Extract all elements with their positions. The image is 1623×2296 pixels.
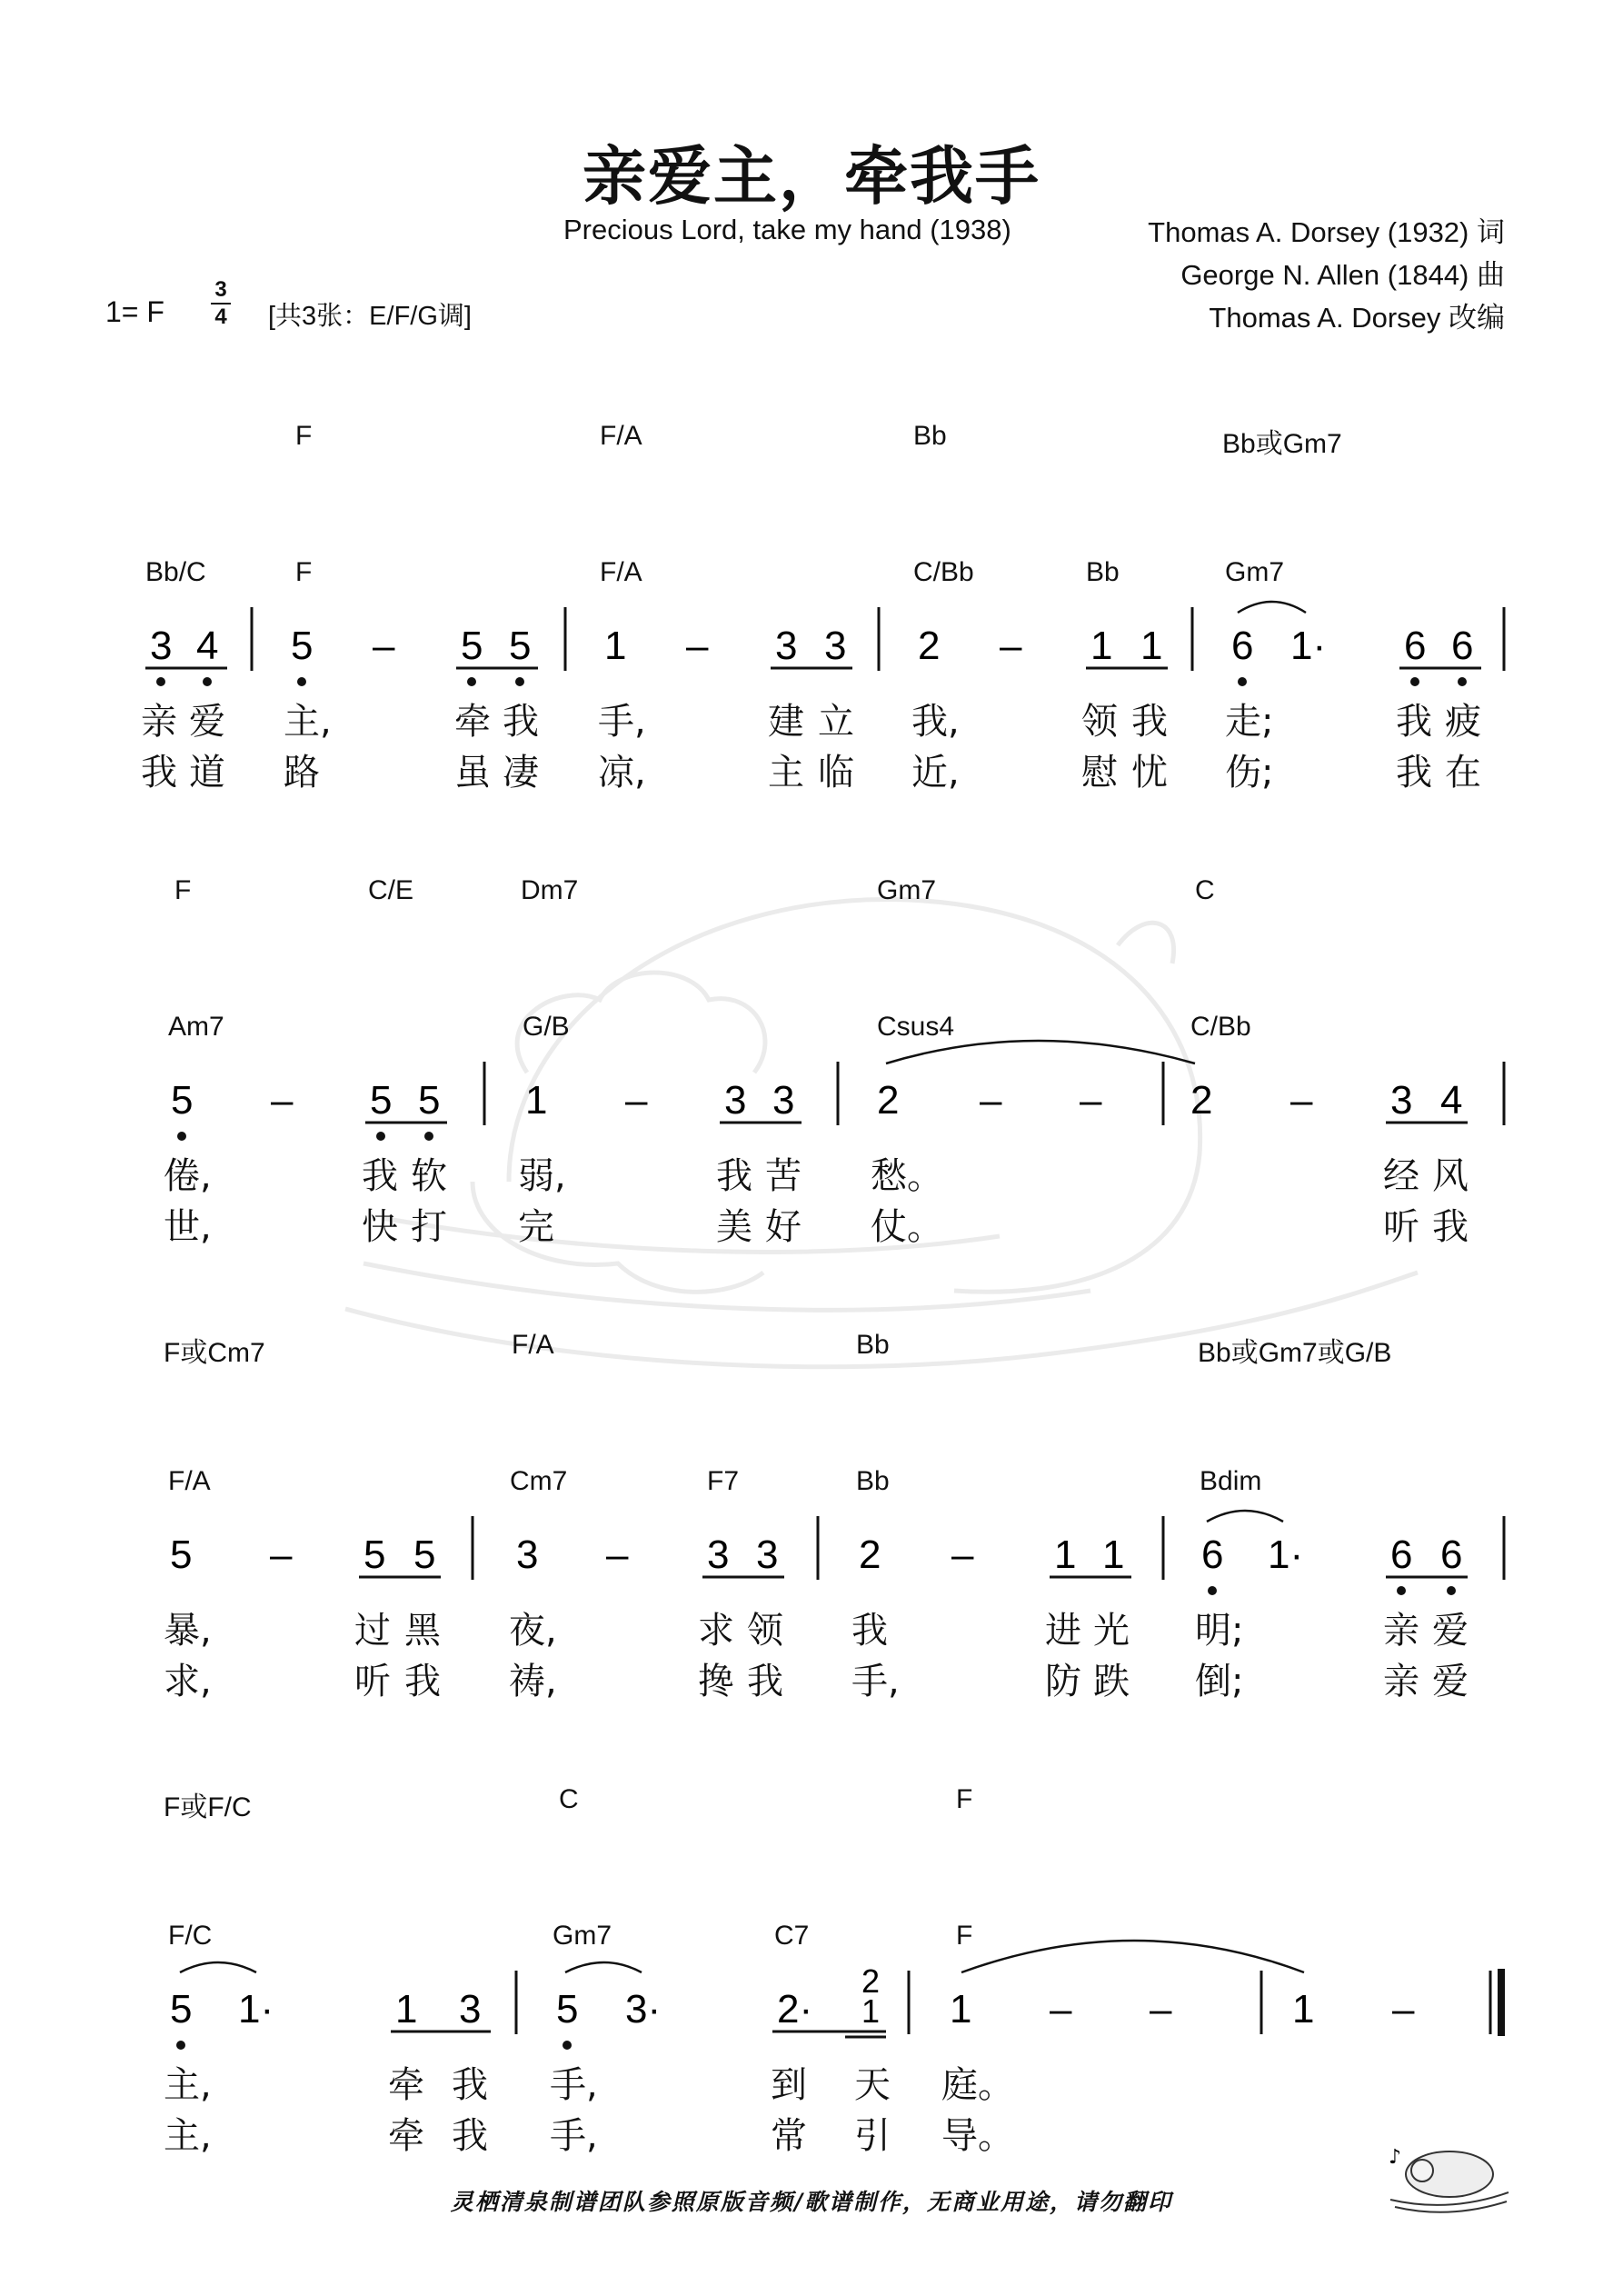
lyric: 我	[503, 701, 539, 743]
lyric: 过	[354, 1610, 391, 1652]
lyric: 立	[818, 701, 854, 743]
chord: Bb	[856, 1330, 890, 1360]
note: 2	[877, 1078, 900, 1123]
chord: Bb	[856, 1466, 890, 1496]
lyric: 领	[747, 1610, 783, 1652]
lyric: 夜,	[509, 1610, 557, 1652]
arranger-credit: Thomas A. Dorsey 改编	[1209, 302, 1505, 334]
chord: Cm7	[510, 1466, 568, 1496]
note: 1	[1292, 1987, 1315, 2031]
note: –	[1290, 1078, 1313, 1123]
note: –	[1150, 1987, 1172, 2031]
note: 6	[1201, 1532, 1224, 1577]
note: 1	[861, 1992, 881, 2030]
lyric: 经	[1383, 1155, 1419, 1197]
note: 1	[1054, 1532, 1077, 1577]
lyric: 建	[768, 701, 804, 743]
lyric: 凄	[503, 752, 539, 794]
note: 5	[509, 624, 532, 668]
note: 3	[772, 1078, 795, 1123]
lyric: 虽	[454, 752, 491, 794]
note: 2	[859, 1532, 881, 1577]
chord: F	[174, 875, 192, 905]
note: 5	[170, 1532, 193, 1577]
lyric: 疲	[1445, 701, 1481, 743]
sheep-logo-icon	[1381, 2136, 1518, 2218]
lyric: 凉,	[598, 752, 646, 794]
note: 5	[418, 1078, 441, 1123]
lyric: 求,	[164, 1661, 212, 1702]
note: 1	[525, 1078, 548, 1123]
note: 1	[1102, 1532, 1125, 1577]
note: 4	[1440, 1078, 1463, 1123]
lyric: 爱	[1432, 1610, 1469, 1652]
lyric: 主,	[164, 2064, 212, 2106]
chord: Dm7	[521, 875, 579, 905]
lyric: 我,	[911, 701, 960, 743]
lyric: 明;	[1195, 1610, 1244, 1652]
time-signature	[211, 278, 231, 329]
chord: F或F/C	[164, 1792, 252, 1822]
chord: F	[956, 1784, 973, 1814]
song-subtitle: Precious Lord, take my hand (1938)	[563, 214, 1011, 245]
lyric: 我	[1396, 701, 1432, 743]
note: –	[686, 624, 709, 668]
lyric: 快	[362, 1206, 398, 1248]
lyric: 我	[141, 752, 177, 794]
note: 3	[824, 624, 847, 668]
lyric: 道	[189, 752, 225, 794]
lyric: 我	[851, 1610, 888, 1652]
note: 5	[291, 624, 314, 668]
note: –	[951, 1532, 974, 1577]
lyric: 搀	[698, 1661, 734, 1702]
chord: F7	[707, 1466, 740, 1496]
lyric: 亲	[1383, 1661, 1419, 1702]
lyric: 倦,	[164, 1155, 212, 1197]
note: 1·	[238, 1987, 274, 2031]
chord: Gm7	[877, 875, 937, 905]
lyric: 风	[1432, 1155, 1469, 1197]
lyric: 领	[1081, 701, 1118, 743]
note: 2	[918, 624, 941, 668]
note: 1·	[1290, 624, 1327, 668]
key-note: [共3张：E/F/G调]	[268, 302, 472, 331]
lyric: 手,	[851, 1661, 900, 1702]
note: 1	[604, 624, 627, 668]
note: 3	[756, 1532, 779, 1577]
chord: Gm7	[1225, 557, 1285, 587]
footer-notice: 灵栖清泉制谱团队参照原版音频/歌谱制作，无商业用途，请勿翻印	[450, 2189, 1173, 2215]
chord: Gm7	[553, 1921, 612, 1951]
lyric: 跌	[1093, 1661, 1130, 1702]
lyric: 临	[818, 752, 854, 794]
note: 3	[775, 624, 798, 668]
lyric: 完	[518, 1206, 554, 1248]
lyric: 倒;	[1195, 1661, 1244, 1702]
note: 3	[459, 1987, 482, 2031]
note: –	[1000, 624, 1022, 668]
chord: F/A	[512, 1330, 554, 1360]
lyric: 求	[698, 1610, 734, 1652]
lyric: 仗。	[871, 1206, 943, 1248]
chord: C	[559, 1784, 579, 1814]
note: 6	[1451, 624, 1474, 668]
chord: C/E	[368, 875, 414, 905]
note: –	[1080, 1078, 1102, 1123]
chord: G/B	[523, 1012, 570, 1042]
note: 1	[1090, 624, 1113, 668]
lyric: 主	[768, 752, 804, 794]
note: 3	[724, 1078, 747, 1123]
note: 3·	[625, 1987, 662, 2031]
lyric: 主,	[164, 2115, 212, 2157]
lyric: 慰	[1081, 752, 1118, 794]
note: 5	[556, 1987, 579, 2031]
lyrics-credit: Thomas A. Dorsey (1932) 词	[1148, 216, 1505, 248]
lyric: 世,	[164, 1206, 212, 1248]
chord: C	[1195, 875, 1215, 905]
note: –	[1050, 1987, 1072, 2031]
lyric: 听	[354, 1661, 391, 1702]
lyric: 愁。	[871, 1155, 943, 1197]
key-signature: 1= F	[105, 295, 164, 328]
note: 3	[707, 1532, 730, 1577]
lyric: 走;	[1225, 701, 1274, 743]
note: 5	[370, 1078, 393, 1123]
lyric: 我	[452, 2115, 488, 2157]
lyric: 我	[1432, 1206, 1469, 1248]
music-credit: George N. Allen (1844) 曲	[1180, 259, 1505, 291]
lyric: 伤;	[1225, 752, 1274, 794]
lyric: 爱	[189, 701, 225, 743]
song-title: 亲爱主，牵我手	[582, 139, 1041, 214]
chord: Csus4	[877, 1012, 955, 1042]
note: 6	[1390, 1532, 1413, 1577]
lyric: 我	[362, 1155, 398, 1197]
lyric: 庭。	[941, 2064, 1014, 2106]
lyric: 牵	[388, 2064, 424, 2106]
chord: Bb或Gm7	[1222, 429, 1342, 459]
note: 1	[1140, 624, 1163, 668]
chord: Bb/C	[145, 557, 206, 587]
lyric: 黑	[404, 1610, 441, 1652]
lyric: 近,	[911, 752, 960, 794]
note: 2	[1190, 1078, 1213, 1123]
chord: F/C	[168, 1921, 213, 1951]
chord: F	[956, 1921, 973, 1951]
lyric: 在	[1445, 752, 1481, 794]
note: –	[1392, 1987, 1415, 2031]
note: –	[271, 1078, 294, 1123]
note: 1·	[1268, 1532, 1304, 1577]
lyric: 我	[1131, 701, 1168, 743]
note: 4	[196, 624, 219, 668]
time-bottom: 4	[214, 304, 227, 329]
lyric: 我	[747, 1661, 783, 1702]
note: –	[625, 1078, 648, 1123]
chord: F/A	[168, 1466, 211, 1496]
lyric: 美	[716, 1206, 752, 1248]
note: 2·	[777, 1987, 813, 2031]
svg-text:♪: ♪	[1389, 2146, 1402, 2169]
lyric: 我	[716, 1155, 752, 1197]
note: 6	[1440, 1532, 1463, 1577]
note: 5	[413, 1532, 436, 1577]
logo	[1381, 2136, 1518, 2218]
note: 5	[171, 1078, 194, 1123]
chord: Bb	[1086, 557, 1120, 587]
chord: Bb	[913, 421, 947, 451]
note: 6	[1231, 624, 1254, 668]
lyric: 引	[854, 2115, 891, 2157]
chord: C7	[774, 1921, 810, 1951]
lyric: 打	[411, 1206, 447, 1248]
lyric: 软	[411, 1155, 447, 1197]
note: 5	[363, 1532, 386, 1577]
note: –	[373, 624, 395, 668]
note: 6	[1404, 624, 1427, 668]
time-top: 3	[214, 277, 227, 302]
lyric: 暴,	[164, 1610, 212, 1652]
chord: C/Bb	[1190, 1012, 1251, 1042]
chord: F/A	[600, 421, 642, 451]
lyric: 导。	[941, 2115, 1014, 2157]
note: 3	[150, 624, 173, 668]
note: –	[606, 1532, 629, 1577]
note: 5	[170, 1987, 193, 2031]
lyric: 祷,	[509, 1661, 557, 1702]
lyric: 好	[765, 1206, 802, 1248]
chord: F	[295, 557, 313, 587]
lyric: 手,	[550, 2115, 598, 2157]
lyric: 进	[1045, 1610, 1081, 1652]
note: 3	[516, 1532, 539, 1577]
lyric: 听	[1383, 1206, 1419, 1248]
lyric: 我	[1396, 752, 1432, 794]
chord: C/Bb	[913, 557, 974, 587]
note: 5	[461, 624, 483, 668]
lyric: 防	[1045, 1661, 1081, 1702]
lyric: 手,	[550, 2064, 598, 2106]
note: 1	[950, 1987, 972, 2031]
lyric: 手,	[598, 701, 646, 743]
note: 3	[1390, 1078, 1413, 1123]
lyric: 亲	[141, 701, 177, 743]
lyric: 牵	[454, 701, 491, 743]
lyric: 天	[854, 2064, 891, 2106]
lyric: 主,	[284, 701, 332, 743]
lyric: 光	[1093, 1610, 1130, 1652]
lyric: 苦	[765, 1155, 802, 1197]
note: –	[270, 1532, 293, 1577]
lyric: 弱,	[518, 1155, 566, 1197]
chord: Bdim	[1200, 1466, 1262, 1496]
lyric: 路	[284, 752, 320, 794]
lyric: 亲	[1383, 1610, 1419, 1652]
chord: Am7	[168, 1012, 224, 1042]
chord: Bb或Gm7或G/B	[1198, 1338, 1392, 1368]
lyric: 忧	[1131, 752, 1168, 794]
lyric: 到	[771, 2064, 807, 2106]
note: 1	[395, 1987, 418, 2031]
lyric: 爱	[1432, 1661, 1469, 1702]
lyric: 常	[771, 2115, 807, 2157]
lyric: 牵	[388, 2115, 424, 2157]
chord: F或Cm7	[164, 1338, 265, 1368]
lyric: 我	[404, 1661, 441, 1702]
note: –	[980, 1078, 1002, 1123]
note: 2	[861, 1962, 881, 2000]
chord: F	[295, 421, 313, 451]
chord: F/A	[600, 557, 642, 587]
lyric: 我	[452, 2064, 488, 2106]
